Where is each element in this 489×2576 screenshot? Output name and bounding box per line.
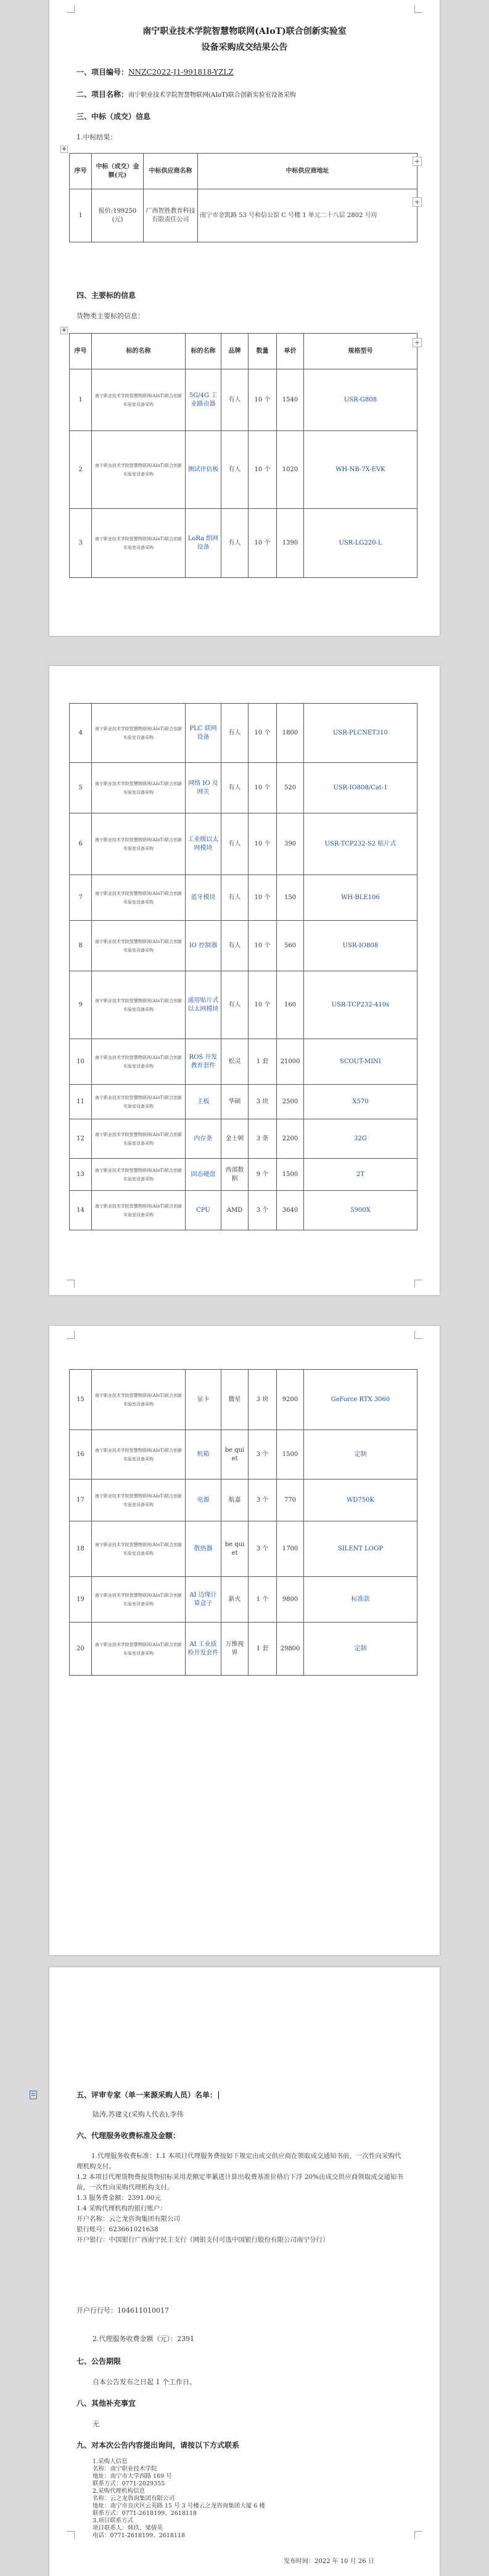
cell-brand: 航嘉 xyxy=(221,1479,249,1521)
award-header-supplier: 中标供应商名称 xyxy=(144,154,198,189)
cell-index: 4 xyxy=(70,704,92,763)
table-row xyxy=(70,1085,417,1119)
experts-label: 五、评审专家（单一来源采购人员）名单： xyxy=(76,2091,218,2099)
cell-price: 3640 xyxy=(277,1191,304,1230)
cell-quantity: 10 个 xyxy=(249,431,277,509)
award-header-amount: 中标（成交）金额(元) xyxy=(92,154,144,189)
crop-mark xyxy=(414,1331,422,1339)
cell-quantity: 10 个 xyxy=(249,875,277,921)
fee-line: 银行账号：623661021638 xyxy=(76,2226,158,2233)
cell-brand: 有人 xyxy=(221,921,249,971)
cell-spec: SILENT LOOP xyxy=(304,1521,417,1577)
period-text: 自本公告发布之日起 1 个工作日。 xyxy=(92,2378,196,2386)
cell-name: 5G/4G 工业路由器 xyxy=(186,369,221,431)
cell-quantity: 9 个 xyxy=(249,1159,277,1191)
table-row xyxy=(70,1479,417,1521)
cell-project: 南宁职业技术学院智慧物联网(AIoT)联合创新实验室设备采购 xyxy=(92,921,186,971)
table-row xyxy=(70,369,417,431)
cell-brand: 有人 xyxy=(221,875,249,921)
section-project-number xyxy=(76,67,234,77)
table-row xyxy=(70,813,417,875)
cell-name: 固态硬盘 xyxy=(186,1159,221,1191)
cell-name: 电源 xyxy=(186,1479,221,1521)
contact-line: 地址：南宁市大学西路 169 号 xyxy=(92,2473,172,2480)
cell-spec: 2T xyxy=(304,1159,417,1191)
cell-price: 1390 xyxy=(277,509,304,578)
cell-spec: USR-TCP232-S2 贴片式 xyxy=(304,813,417,875)
experts-names: 陆涛,苏建义(采购人代表),李伟 xyxy=(92,2110,184,2118)
cell-brand: 有人 xyxy=(221,971,249,1039)
section-award-heading: 三、中标（成交）信息 xyxy=(76,112,151,121)
cell-brand: 有人 xyxy=(221,369,249,431)
title-line-1: 南宁职业技术学院智慧物联网(AIoT)联合创新实验室 xyxy=(142,27,347,36)
cell-project: 南宁职业技术学院智慧物联网(AIoT)联合创新实验室设备采购 xyxy=(92,369,186,431)
cell-quantity: 10 个 xyxy=(249,763,277,813)
cell-price: 770 xyxy=(277,1479,304,1521)
cell-project: 南宁职业技术学院智慧物联网(AIoT)联合创新实验室设备采购 xyxy=(92,1119,186,1159)
cell-price: 1800 xyxy=(277,704,304,763)
contact-line: 2.采购代理机构信息 xyxy=(92,2488,146,2495)
cell-spec: X570 xyxy=(304,1085,417,1119)
cell-index: 18 xyxy=(70,1521,92,1577)
cell-project: 南宁职业技术学院智慧物联网(AIoT)联合创新实验室设备采购 xyxy=(92,1521,186,1577)
fee-line: 1.3 服务费金额：2391.00元 xyxy=(76,2194,161,2202)
cell-spec: USR-PLCNET310 xyxy=(304,704,417,763)
table-row xyxy=(70,1370,417,1430)
add-row-icon[interactable]: + xyxy=(413,197,422,207)
cell-quantity: 10 个 xyxy=(249,704,277,763)
cell-brand: 微星 xyxy=(221,1370,249,1430)
cell-price: 520 xyxy=(277,763,304,813)
cell-name: 机箱 xyxy=(186,1430,221,1479)
table-row xyxy=(70,1521,417,1577)
section-project-name xyxy=(76,89,296,99)
cell-quantity: 1 套 xyxy=(249,1039,277,1085)
crop-mark xyxy=(414,1280,422,1288)
contact-line: 1.采购人信息 xyxy=(92,2458,128,2465)
item-table-part-3 xyxy=(69,1369,417,1676)
section-experts-heading xyxy=(76,2089,219,2100)
cell-index: 1 xyxy=(70,369,92,431)
item-header-brand: 品牌 xyxy=(221,334,249,369)
fee-line: 开户名称：云之龙咨询集团有限公司 xyxy=(76,2215,180,2223)
cell-quantity: 10 个 xyxy=(249,971,277,1039)
cell-project: 南宁职业技术学院智慧物联网(AIoT)联合创新实验室设备采购 xyxy=(92,971,186,1039)
crop-mark xyxy=(67,1280,75,1288)
cell-name: AI 边缘计算盒子 xyxy=(186,1577,221,1623)
cell-price: 1500 xyxy=(277,1430,304,1479)
cell-name: LoRa 组网设备 xyxy=(186,509,221,578)
cell-project: 南宁职业技术学院智慧物联网(AIoT)联合创新实验室设备采购 xyxy=(92,1479,186,1521)
table-move-handle[interactable]: ✥ xyxy=(60,146,68,153)
cell-price: 1540 xyxy=(277,369,304,431)
cell-price: 160 xyxy=(277,971,304,1039)
cell-brand: 金士顿 xyxy=(221,1119,249,1159)
cell-project: 南宁职业技术学院智慧物联网(AIoT)联合创新实验室设备采购 xyxy=(92,813,186,875)
cell-name: AI 工业质检开发套件 xyxy=(186,1623,221,1676)
cell-spec: 标准款 xyxy=(304,1577,417,1623)
cell-quantity: 3 个 xyxy=(249,1430,277,1479)
cell-project: 南宁职业技术学院智慧物联网(AIoT)联合创新实验室设备采购 xyxy=(92,1159,186,1191)
cell-index: 20 xyxy=(70,1623,92,1676)
cell-spec: WH-NB-7X-EVK xyxy=(304,431,417,509)
cell-brand: be quiet xyxy=(221,1521,249,1577)
cell-spec: USR-G808 xyxy=(304,369,417,431)
section-contact-heading: 九、对本次公告内容提出询问，请按以下方式联系 xyxy=(76,2441,240,2450)
cell-price: 1500 xyxy=(277,1159,304,1191)
cell: 广西智胜教育科技有限责任公司 xyxy=(144,189,198,242)
cell-price: 1700 xyxy=(277,1521,304,1577)
cell-price: 9200 xyxy=(277,1370,304,1430)
cell-index: 17 xyxy=(70,1479,92,1521)
cell-quantity: 3 块 xyxy=(249,1085,277,1119)
project-number-value: NNZC2022-J1-991818-YZLZ xyxy=(128,68,234,76)
cell-index: 10 xyxy=(70,1039,92,1085)
cell-brand: 新火 xyxy=(221,1577,249,1623)
table-row xyxy=(70,1577,417,1623)
cell-spec: 定制 xyxy=(304,1430,417,1479)
add-column-icon[interactable]: + xyxy=(413,338,422,347)
cell-spec: WD750K xyxy=(304,1479,417,1521)
table-row xyxy=(70,1191,417,1230)
contact-block xyxy=(92,2458,265,2540)
cell-brand: 有人 xyxy=(221,509,249,578)
cell-quantity: 10 个 xyxy=(249,813,277,875)
cell-quantity: 3 个 xyxy=(249,1521,277,1577)
cell-project: 南宁职业技术学院智慧物联网(AIoT)联合创新实验室设备采购 xyxy=(92,1039,186,1085)
cell-index: 7 xyxy=(70,875,92,921)
cell-spec: USR-IO808 xyxy=(304,921,417,971)
cell-name: 显卡 xyxy=(186,1370,221,1430)
cell: 南宁市金凯路 53 号和信公馆 C 号楼 1 单元二十八层 2802 号房 xyxy=(198,189,417,242)
section-period-heading: 七、公告期限 xyxy=(76,2357,121,2366)
contact-line: 名称：云之龙咨询集团有限公司 xyxy=(92,2495,175,2502)
cell-spec: GeForce RTX 3060 xyxy=(304,1370,417,1430)
cell-spec: 定制 xyxy=(304,1623,417,1676)
crop-mark xyxy=(414,5,422,13)
cell-price: 1020 xyxy=(277,431,304,509)
cell-project: 南宁职业技术学院智慧物联网(AIoT)联合创新实验室设备采购 xyxy=(92,509,186,578)
cell-quantity: 1 套 xyxy=(249,1623,277,1676)
cell-spec: WH-BLE106 xyxy=(304,875,417,921)
cell-project: 南宁职业技术学院智慧物联网(AIoT)联合创新实验室设备采购 xyxy=(92,1370,186,1430)
contact-line: 3.项目联系方式 xyxy=(92,2517,134,2524)
crop-mark xyxy=(414,2531,422,2539)
cell-quantity: 10 个 xyxy=(249,921,277,971)
table-row xyxy=(70,431,417,509)
award-header-index: 序号 xyxy=(70,154,92,189)
cell-quantity: 3 个 xyxy=(249,1479,277,1521)
crop-mark xyxy=(67,1331,75,1339)
item-header-project: 标的名称 xyxy=(92,334,186,369)
cell-name: 蓝牙模块 xyxy=(186,875,221,921)
cell: 报价:199250(元) xyxy=(92,189,144,242)
cell-spec: 5900X xyxy=(304,1191,417,1230)
cell-brand: 有人 xyxy=(221,704,249,763)
section-items-heading: 四、主要标的信息 xyxy=(76,291,136,300)
contact-line: 联系方式：0771-2029355 xyxy=(92,2480,165,2487)
cell-spec: SCOUT-MINI xyxy=(304,1039,417,1085)
contact-line: 地址：南宁市良庆区云英路 15 号 3 号楼云之龙咨询集团大厦 6 楼 xyxy=(92,2503,265,2509)
cell-index: 13 xyxy=(70,1159,92,1191)
award-table xyxy=(69,153,417,242)
fee-line: 1.代理服务收费标准：1.1 本项目代理服务费按如下规定由成交供应商在领取成交通知书前，一次性向采购代理机构支付。 xyxy=(76,2152,401,2170)
other-text: 无 xyxy=(92,2420,99,2428)
cell-name: 散热器 xyxy=(186,1521,221,1577)
fee-line: 1.2 本项目代理货物费按货物招标采用差额定率累进计算出收费基准价格后下浮 20%由成交供应商领取成交通知书前，一次性向采购代理机构支付。 xyxy=(76,2173,403,2191)
cell-price: 560 xyxy=(277,921,304,971)
cell: 1 xyxy=(70,189,92,242)
project-name-value: 南宁职业技术学院智慧物联网(AIoT)联合创新实验室设备采购 xyxy=(128,92,296,99)
table-row xyxy=(70,875,417,921)
cell-price: 2200 xyxy=(277,1119,304,1159)
cell-name: IO 控制器 xyxy=(186,921,221,971)
title-line-2: 设备采购成交结果公告 xyxy=(201,43,288,52)
cell-index: 19 xyxy=(70,1577,92,1623)
label: 一、项目编号： xyxy=(76,68,129,76)
cell-quantity: 1 个 xyxy=(249,1577,277,1623)
cell-spec: USR-TCP232-410s xyxy=(304,971,417,1039)
cell-index: 15 xyxy=(70,1370,92,1430)
cell-project: 南宁职业技术学院智慧物联网(AIoT)联合创新实验室设备采购 xyxy=(92,1085,186,1119)
table-row xyxy=(70,704,417,763)
item-table-part-1 xyxy=(69,333,417,578)
fee-line: 开户银行：中国银行广西南宁民主支行（网银支付可选中国银行股份有限公司南宁分行） xyxy=(76,2236,329,2244)
table-row xyxy=(70,509,417,578)
cell-quantity: 3 条 xyxy=(249,1119,277,1159)
cell-spec: 32G xyxy=(304,1119,417,1159)
table-row xyxy=(70,921,417,971)
cell-brand: AMD xyxy=(221,1191,249,1230)
cell-index: 3 xyxy=(70,509,92,578)
table-row xyxy=(70,1159,417,1191)
cell-name: ROS 开发教育套件 xyxy=(186,1039,221,1085)
contact-line: 联系方式：0771-2618199、2618118 xyxy=(92,2510,197,2517)
label: 二、项目名称： xyxy=(76,90,129,99)
cell-index: 8 xyxy=(70,921,92,971)
section-other-heading: 八、其他补充事宜 xyxy=(76,2399,136,2408)
cell-name: PLC 联网设备 xyxy=(186,704,221,763)
cell-name: 通用贴片式以太网模块 xyxy=(186,971,221,1039)
add-column-icon[interactable]: + xyxy=(413,157,422,166)
cell-quantity: 3 个 xyxy=(249,1191,277,1230)
item-header-spec: 规格型号 xyxy=(304,334,417,369)
table-row xyxy=(70,1430,417,1479)
contact-line: 电话：0771-2618199、2618118 xyxy=(92,2532,186,2539)
cell-index: 9 xyxy=(70,971,92,1039)
cell-name: 内存条 xyxy=(186,1119,221,1159)
cell-brand: 万维视界 xyxy=(221,1623,249,1676)
section-fee-heading: 六、代理服务收费标准及金额： xyxy=(76,2131,181,2140)
table-row xyxy=(70,1623,417,1676)
cell-project: 南宁职业技术学院智慧物联网(AIoT)联合创新实验室设备采购 xyxy=(92,875,186,921)
award-result-label: 1.中标结果： xyxy=(76,133,117,141)
cell-index: 16 xyxy=(70,1430,92,1479)
table-row xyxy=(70,1119,417,1159)
fee-amount: 2.代理服务收费金额（元）：2391 xyxy=(92,2335,194,2343)
cell-brand: 有人 xyxy=(221,813,249,875)
cell-brand: be quiet xyxy=(221,1430,249,1479)
cell-index: 6 xyxy=(70,813,92,875)
cell-price: 9800 xyxy=(277,1577,304,1623)
cell-spec: USR-LG220-L xyxy=(304,509,417,578)
fee-text-block xyxy=(76,2151,403,2245)
crop-mark xyxy=(67,2531,75,2539)
award-header-address: 中标供应商地址 xyxy=(198,154,417,189)
table-move-handle[interactable]: ✥ xyxy=(60,327,68,334)
cell-project: 南宁职业技术学院智慧物联网(AIoT)联合创新实验室设备采购 xyxy=(92,1430,186,1479)
document-title xyxy=(74,23,415,56)
item-table-part-2 xyxy=(69,703,417,1230)
cell-brand: 有人 xyxy=(221,763,249,813)
cell-spec: USR-IO808/Cat-1 xyxy=(304,763,417,813)
cell-project: 南宁职业技术学院智慧物联网(AIoT)联合创新实验室设备采购 xyxy=(92,1623,186,1676)
table-row xyxy=(70,1039,417,1085)
item-header-name: 标的名称 xyxy=(186,334,221,369)
cell-name: CPU xyxy=(186,1191,221,1230)
cell-project: 南宁职业技术学院智慧物联网(AIoT)联合创新实验室设备采购 xyxy=(92,763,186,813)
cell-price: 21000 xyxy=(277,1039,304,1085)
cell-price: 150 xyxy=(277,875,304,921)
cell-quantity: 10 个 xyxy=(249,509,277,578)
crop-mark xyxy=(67,5,75,13)
text-cursor xyxy=(218,2091,219,2099)
cell-brand: 华硕 xyxy=(221,1085,249,1119)
cell-project: 南宁职业技术学院智慧物联网(AIoT)联合创新实验室设备采购 xyxy=(92,704,186,763)
cell-brand: 西部数据 xyxy=(221,1159,249,1191)
contact-line: 名称：南宁职业技术学院 xyxy=(92,2466,157,2472)
cell-name: 工业级以太网模块 xyxy=(186,813,221,875)
cell-quantity: 3 块 xyxy=(249,1370,277,1430)
cell-price: 29800 xyxy=(277,1623,304,1676)
table-row xyxy=(70,763,417,813)
bank-code: 开户行行号：104611010017 xyxy=(76,2306,169,2315)
items-sub-label: 货物类主要标的信息： xyxy=(76,312,144,320)
cell-brand: 松灵 xyxy=(221,1039,249,1085)
cell-index: 5 xyxy=(70,763,92,813)
cell-quantity: 10 个 xyxy=(249,369,277,431)
item-header-price: 单价 xyxy=(277,334,304,369)
cell-brand: 有人 xyxy=(221,431,249,509)
cell-index: 11 xyxy=(70,1085,92,1119)
cell-project: 南宁职业技术学院智慧物联网(AIoT)联合创新实验室设备采购 xyxy=(92,1577,186,1623)
cell-price: 390 xyxy=(277,813,304,875)
edit-icon[interactable] xyxy=(30,2091,37,2099)
cell-name: 测试评估板 xyxy=(186,431,221,509)
cell-index: 12 xyxy=(70,1119,92,1159)
cell-index: 2 xyxy=(70,431,92,509)
fee-line: 1.4 采购代理机构的银行账户： xyxy=(76,2205,167,2212)
item-header-quantity: 数量 xyxy=(249,334,277,369)
cell-project: 南宁职业技术学院智慧物联网(AIoT)联合创新实验室设备采购 xyxy=(92,431,186,509)
cell-name: 网络 IO 及网关 xyxy=(186,763,221,813)
table-row xyxy=(70,971,417,1039)
contact-line: 项目联系人：韩玖、梁倩英 xyxy=(92,2525,163,2532)
cell-name: 主板 xyxy=(186,1085,221,1119)
table-row xyxy=(70,189,417,242)
publish-date: 发布时间：2022 年 10 月 26 日 xyxy=(284,2558,374,2565)
cell-project: 南宁职业技术学院智慧物联网(AIoT)联合创新实验室设备采购 xyxy=(92,1191,186,1230)
cell-index: 14 xyxy=(70,1191,92,1230)
item-header-index: 序号 xyxy=(70,334,92,369)
cell-price: 2500 xyxy=(277,1085,304,1119)
